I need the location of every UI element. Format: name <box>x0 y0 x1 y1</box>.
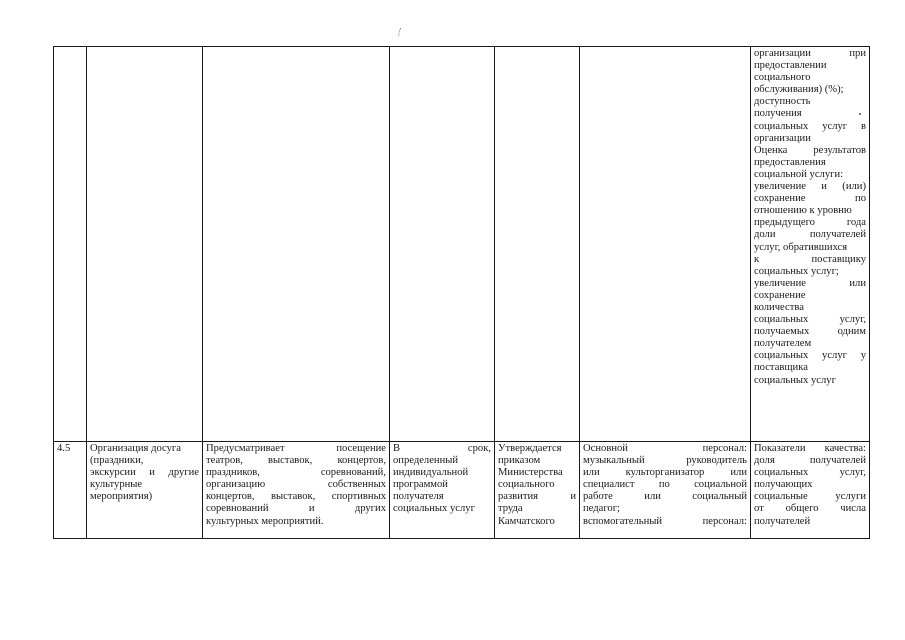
text-line: получаемых одним <box>754 326 866 338</box>
text-line: услуг, обратившихся <box>754 241 848 253</box>
text-line: Министерства <box>498 467 563 479</box>
cell-cost-empty <box>495 47 580 442</box>
text-line: труда <box>498 503 523 515</box>
text-line: определенный <box>393 455 459 467</box>
services-table <box>53 46 870 539</box>
text-line: доля получателей <box>754 455 866 467</box>
text-line: Показатели качества: <box>754 443 866 454</box>
text-line: к поставщику <box>754 253 866 265</box>
cell-quality-continued <box>751 47 870 442</box>
text-line: вспомогательный персонал: <box>583 515 747 527</box>
text-line: развития и <box>498 491 576 503</box>
cell-conditions-empty <box>580 47 751 442</box>
text-line: Камчатского <box>498 515 555 527</box>
service-conditions-text <box>583 443 747 528</box>
service-description-text <box>206 443 386 528</box>
text-line: предоставлении <box>754 60 827 72</box>
text-line: социальных услуг, <box>754 314 866 326</box>
text-line: Оценка результатов <box>754 144 866 156</box>
text-line: концертов, выставок, спортивных <box>206 491 386 503</box>
text-line: педагог; <box>583 503 620 515</box>
cell-service-deadline <box>390 442 495 539</box>
text-line: мероприятия) <box>90 491 153 503</box>
text-line: индивидуальной <box>393 467 469 479</box>
text-line: организации <box>754 132 811 144</box>
cell-service-name <box>87 442 203 539</box>
text-line: (праздники, <box>90 455 144 467</box>
cell-row-number <box>54 442 87 539</box>
text-line: получающих <box>754 479 813 491</box>
cell-service-description <box>203 442 390 539</box>
text-line: доли получателей <box>754 229 866 241</box>
text-line: получателем <box>754 338 812 350</box>
text-line: увеличение или <box>754 277 866 289</box>
cell-quality-indicators <box>751 442 870 539</box>
text-line: социального <box>498 479 555 491</box>
service-name-text <box>90 443 199 503</box>
text-line: приказом <box>498 455 541 467</box>
text-line: специалист по социальной <box>583 479 747 491</box>
text-line: социальных услуг, <box>754 467 866 479</box>
text-line: социальных услуг <box>393 503 475 515</box>
text-line: поставщика <box>754 362 808 374</box>
text-line: социальных услуг; <box>754 265 839 277</box>
text-line: музыкальный руководитель <box>583 455 747 467</box>
cell-service-conditions <box>580 442 751 539</box>
table-row-4-5 <box>54 442 870 539</box>
text-line: Основной персонал: <box>583 443 747 454</box>
text-line: предоставления <box>754 156 826 168</box>
cell-description-empty <box>203 47 390 442</box>
text-line: социальных услуг у <box>754 350 866 362</box>
text-line: социальные услуги <box>754 491 866 503</box>
text-line: соревнований и других <box>206 503 386 515</box>
text-line: организацию собственных <box>206 479 386 491</box>
text-line: сохранение <box>754 289 806 301</box>
text-line: социального <box>754 72 811 84</box>
quality-indicators-text <box>754 443 866 528</box>
text-line: сохранение по <box>754 193 866 205</box>
quality-continued-text <box>754 48 866 387</box>
text-line: культурных мероприятий. <box>206 515 324 527</box>
table-row-continued <box>54 47 870 442</box>
cell-service-cost <box>495 442 580 539</box>
text-line: отношению к уровню <box>754 205 852 217</box>
text-line: работе или социальный <box>583 491 747 503</box>
text-line: праздников, соревнований, <box>206 467 386 479</box>
text-line: увеличение и (или) <box>754 181 866 193</box>
text-line: количества <box>754 301 804 313</box>
text-line: социальной услуги: <box>754 168 844 180</box>
text-line: экскурсии и другие <box>90 467 199 479</box>
scan-artifact-mark <box>398 28 402 36</box>
text-line: Организация досуга <box>90 443 181 454</box>
text-line: Предусматривает посещение <box>206 443 386 454</box>
text-line: предыдущего года <box>754 217 866 229</box>
text-line: Утверждается <box>498 443 562 454</box>
text-line: культурные <box>90 479 143 491</box>
text-line: обслуживания) (%); <box>754 84 844 96</box>
cell-service-empty <box>87 47 203 442</box>
service-deadline-text <box>393 443 491 516</box>
text-line: социальных услуг в <box>754 120 866 132</box>
row-number: 4.5 <box>57 443 71 454</box>
text-line: или культорганизатор или <box>583 467 747 479</box>
text-line: получателей <box>754 515 811 527</box>
text-line: социальных услуг <box>754 374 836 386</box>
text-line: программой <box>393 479 448 491</box>
text-line: получения <box>754 108 802 120</box>
cell-number-empty <box>54 47 87 442</box>
text-line: получателя <box>393 491 444 503</box>
text-line: театров, выставок, концертов, <box>206 455 386 467</box>
text-line: от общего числа <box>754 503 866 515</box>
text-line: доступность <box>754 96 811 108</box>
text-line: В срок, <box>393 443 491 454</box>
service-cost-text <box>498 443 576 528</box>
text-line: организации при <box>754 48 866 59</box>
cell-deadline-empty <box>390 47 495 442</box>
